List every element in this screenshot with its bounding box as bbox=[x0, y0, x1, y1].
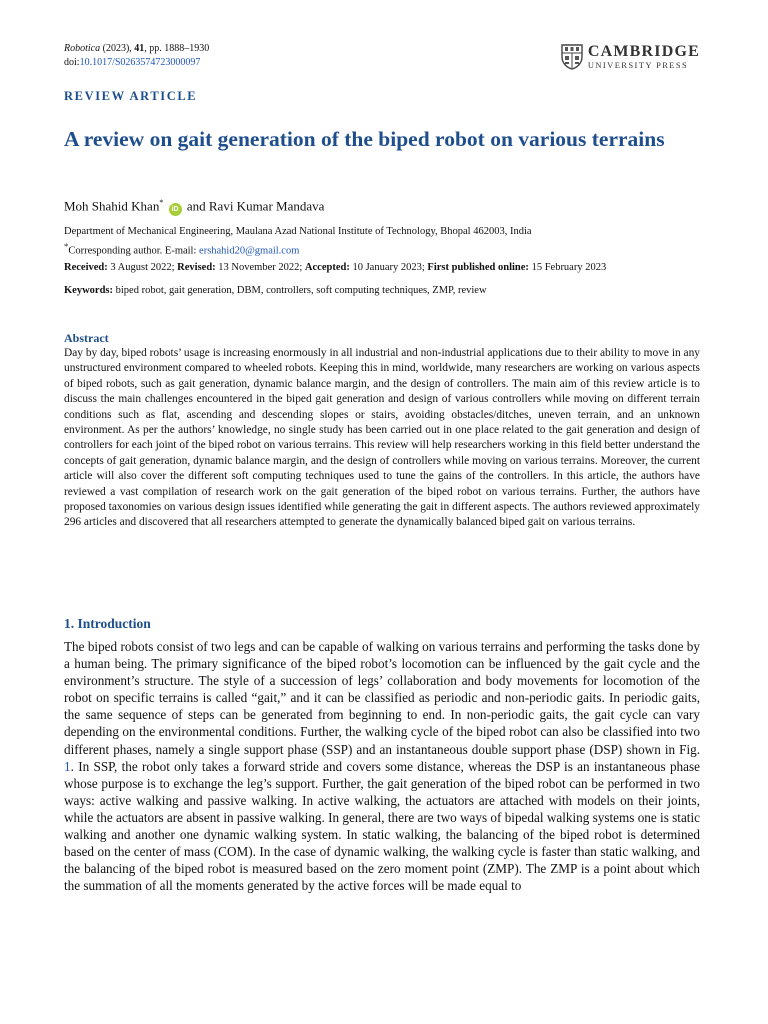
accepted-label: Accepted: bbox=[304, 262, 350, 273]
citation-pages: , pp. 1888–1930 bbox=[144, 43, 210, 54]
doi-prefix: doi: bbox=[64, 57, 80, 68]
citation-volume: 41 bbox=[134, 43, 145, 54]
author-list bbox=[64, 198, 324, 216]
article-title: A review on gait generation of the biped robot on various terrains bbox=[64, 127, 665, 151]
published-date: 15 February 2023 bbox=[528, 262, 607, 273]
intro-text-continued: . In SSP, the robot only takes a forward stride and covers some distance, whereas the DSP is an instantaneous phase whose purpose is to exchange the leg’s support. Further, the gait generation of the biped robot can be performed in two ways: active walking and passive walking. In active walking, the actuators are attached with models on their joints, while the actuators are absent in passive walking. In general, there are two ways of bipedal walking systems one is static walking and another one dynamic walking system. In static walking, the balancing of the biped robot is determined based on the center of mass (COM). In the case of dynamic walking, the walking cycle is faster than static walking, and the balancing of the biped robot is measured based on the zero moment point (ZMP). The ZMP is a point about which the summation of all the moments generated by the active forces will be made equal to bbox=[64, 758, 700, 894]
affiliation: Department of Mechanical Engineering, Maulana Azad National Institute of Technology, Bhopal 462003, India bbox=[64, 226, 532, 237]
email-link[interactable]: ershahid20@gmail.com bbox=[199, 245, 300, 257]
affiliation-block bbox=[64, 224, 532, 259]
author-name[interactable]: Moh Shahid Khan bbox=[64, 198, 160, 214]
citation-block bbox=[64, 42, 209, 70]
abstract-text: Day by day, biped robots’ usage is increasing enormously in all industrial and non-industrial applications due to their ability to move in any unstructured environment compared to wheeled robots. Keeping this in mind, worldwide, many researchers are working on various aspects of biped robots, such as gait generation, dynamic balance margin, and the design of controllers. The main aim of this review article is to discuss the main challenges encountered in the biped gait generation and design of various controllers while moving on different terrain conditions such as flat, ascending and descending slopes or stairs, avoiding obstacles/ditches, uneven terrain, and an unknown environment. As per the authors’ knowledge, no single study has been carried out in one place related to the gait generation and design of controllers for each joint of the biped robot on various terrains. This review will help researchers working in this field better understand the concepts of gait generation, dynamic balance margin, and the design of controllers while moving on various terrains. Moreover, the current article will also cover the different soft computing techniques used to tune the gains of the controllers. In this article, the authors have reviewed a vast compilation of research work on the gait generation of the biped robot on various terrains. Further, the authors have proposed taxonomies on various design issues identified while generating the gait in different aspects. The authors reviewed approximately 296 articles and discovered that all researchers attempted to generate the dynamically balanced biped gait on various terrains. bbox=[64, 347, 700, 529]
figure-reference-link[interactable]: 1 bbox=[64, 758, 71, 774]
revised-date: 13 November 2022; bbox=[215, 262, 305, 273]
publisher-subtitle: UNIVERSITY PRESS bbox=[587, 60, 689, 70]
corresponding-label: Corresponding author. E-mail: bbox=[68, 245, 200, 257]
article-page bbox=[64, 0, 700, 1024]
cambridge-shield-icon bbox=[561, 44, 583, 70]
intro-text: The biped robots consist of two legs and can be capable of walking on various terrains and performing the tasks done by a human being. The primary significance of the biped robot’s locomotion can be influenced by the gait cycle and the environment’s structure. The style of a succession of legs’ collaboration and body movements for locomotion of the robot on specific terrains is called “gait,” and it can be classified as periodic and non-periodic gaits. In periodic gaits, the same sequence of steps can be generated from beginning to end. In non-periodic gaits, the gait cycle can vary depending on the environmental conditions. Further, the walking cycle of the biped robot can also be classified into two different phases, namely a single support phase (SSP) and an instantaneous double support phase (DSP) shown in Fig. bbox=[64, 639, 700, 757]
doi-link[interactable]: 10.1017/S0263574723000097 bbox=[79, 57, 201, 68]
keywords-label: Keywords: bbox=[64, 285, 113, 296]
corresponding-mark: * bbox=[64, 241, 69, 251]
keywords-text: biped robot, gait generation, DBM, controllers, soft computing techniques, ZMP, review bbox=[113, 285, 487, 296]
citation-year: (2023), bbox=[100, 43, 135, 54]
intro-paragraph bbox=[64, 638, 700, 894]
received-date: 3 August 2022; bbox=[107, 262, 178, 273]
published-label: First published online: bbox=[427, 262, 529, 273]
author-connector: and bbox=[183, 198, 209, 214]
history-dates bbox=[64, 262, 606, 273]
revised-label: Revised: bbox=[177, 262, 216, 273]
section-heading: 1. Introduction bbox=[64, 616, 151, 631]
accepted-date: 10 January 2023; bbox=[349, 262, 428, 273]
publisher-name: CAMBRIDGE bbox=[587, 43, 700, 60]
author-name[interactable]: Ravi Kumar Mandava bbox=[208, 198, 325, 214]
article-type-label: REVIEW ARTICLE bbox=[64, 89, 198, 103]
orcid-icon[interactable]: iD bbox=[169, 203, 182, 216]
journal-name: Robotica bbox=[64, 43, 101, 54]
received-label: Received: bbox=[64, 262, 108, 273]
abstract-heading: Abstract bbox=[64, 331, 109, 345]
publisher-logo bbox=[561, 44, 700, 70]
corresponding-mark: * bbox=[159, 198, 164, 207]
keywords-line bbox=[64, 285, 487, 296]
